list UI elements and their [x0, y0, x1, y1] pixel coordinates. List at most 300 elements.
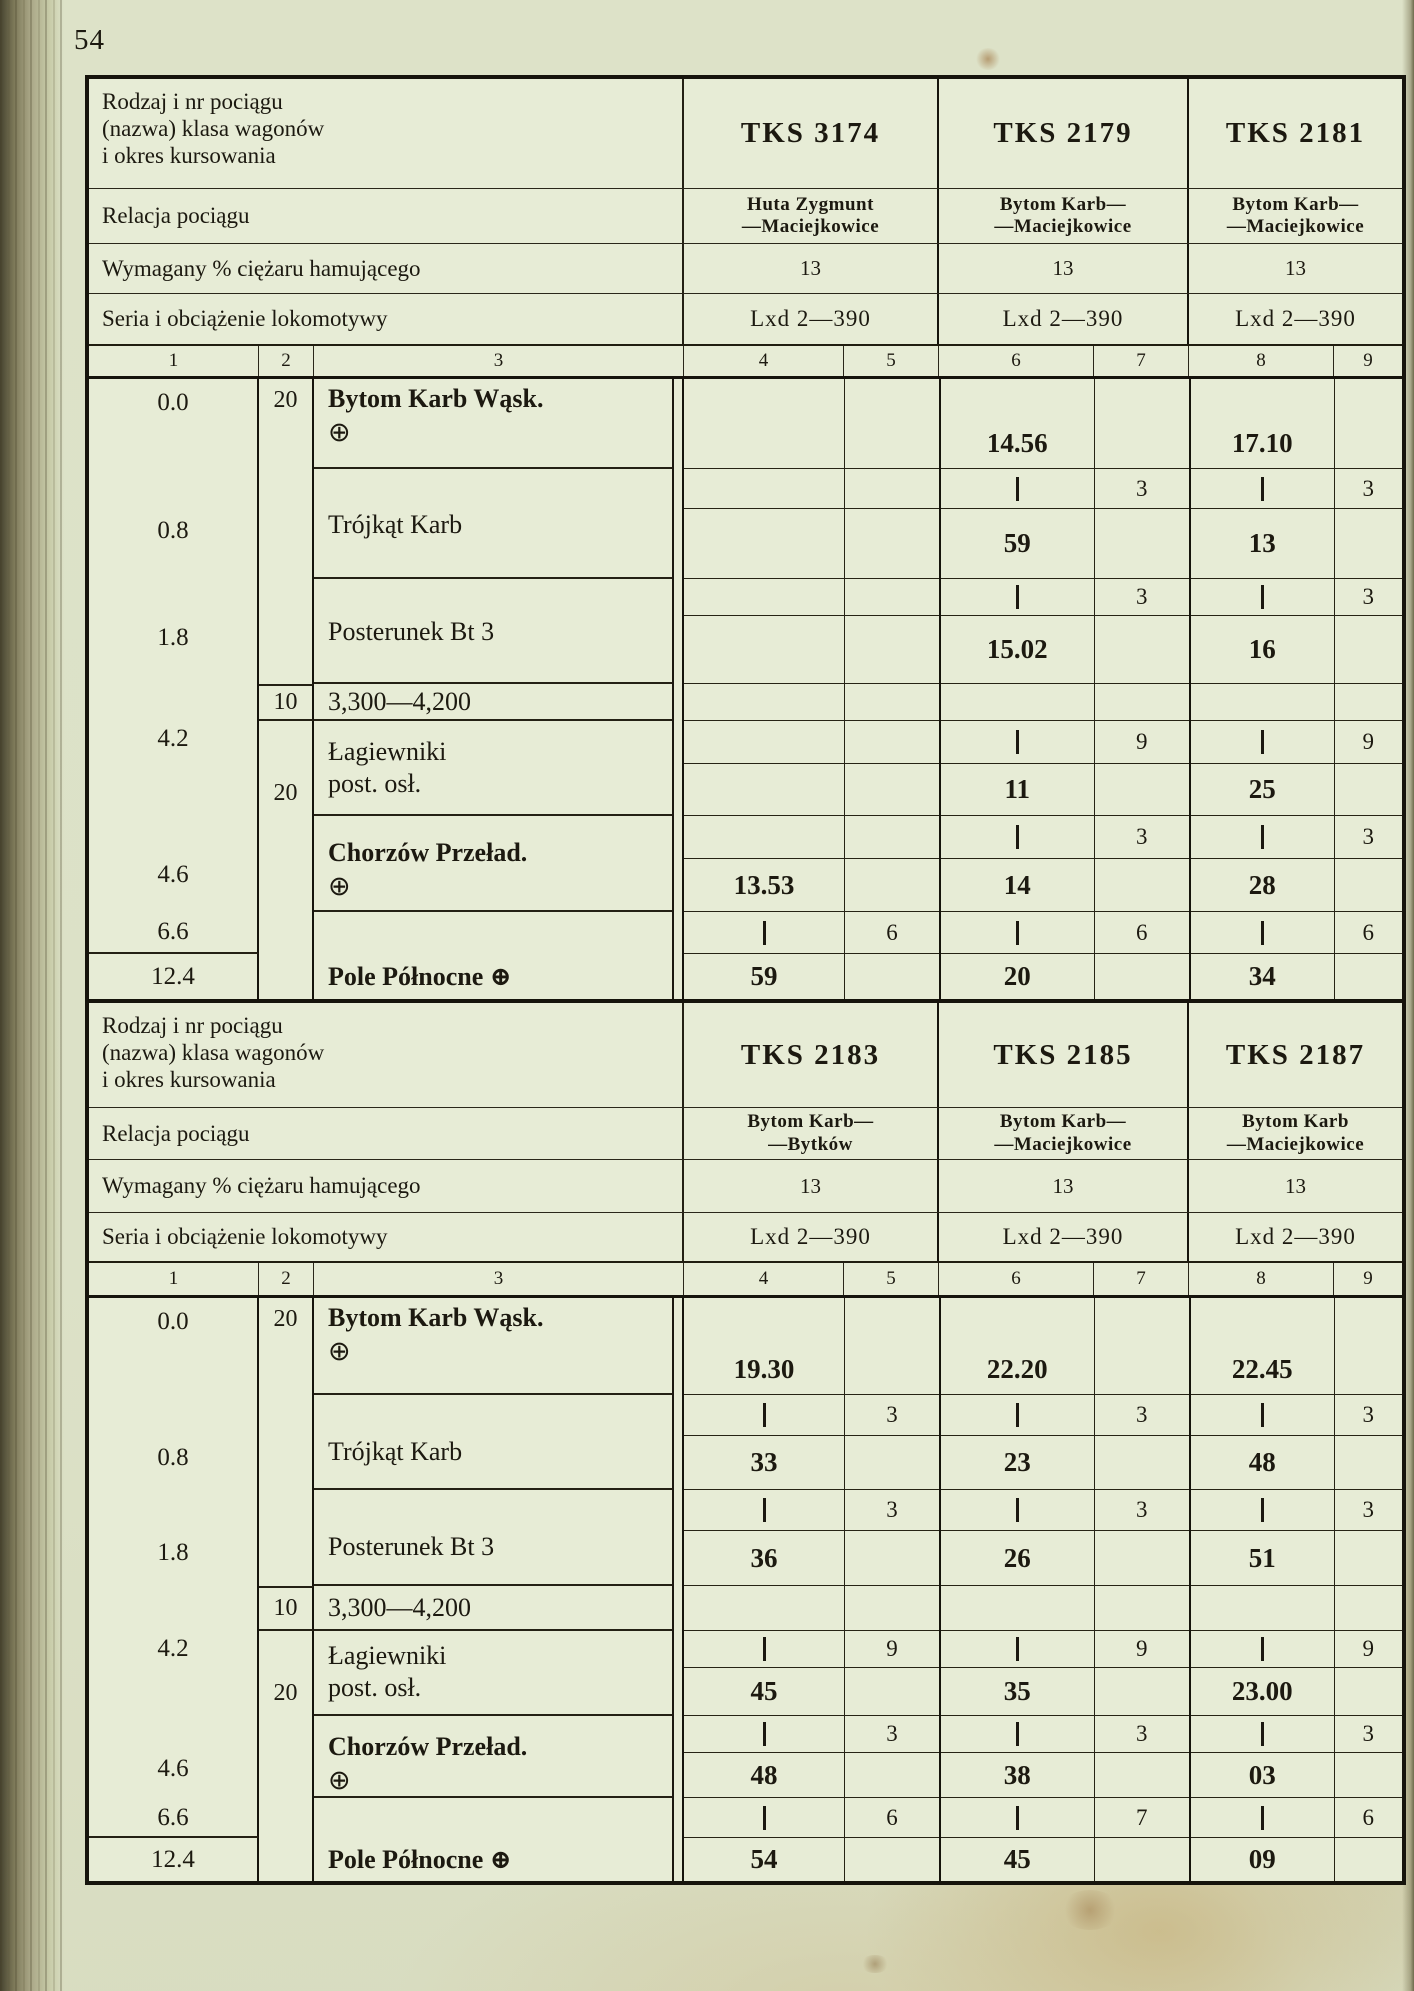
time-cell: 45 [750, 1676, 778, 1706]
strip-row [684, 1395, 939, 1436]
minutes-cell [844, 1298, 939, 1394]
strip-row [684, 684, 939, 721]
minutes-cell: 6 [844, 1798, 939, 1837]
train-header-cell [1189, 79, 1402, 188]
km-cell [89, 684, 259, 721]
route-line: —Maciejkowice [994, 216, 1132, 237]
route-line: Bytom Karb— [999, 193, 1127, 215]
train-path-tick [1261, 585, 1264, 609]
train-column [939, 579, 1189, 684]
strip-row [1191, 859, 1402, 912]
strip-row [684, 1838, 939, 1881]
strip-row [941, 1298, 1189, 1395]
strip-row [684, 1668, 939, 1716]
train-column [1189, 954, 1402, 999]
train-type-label [89, 79, 684, 188]
speed-limit-cell [259, 912, 314, 954]
train-column [684, 379, 939, 469]
strip-row [941, 816, 1189, 859]
strip-row [684, 1586, 939, 1631]
station-cell [314, 912, 672, 954]
runtime-cell [1191, 469, 1334, 508]
strip-row [941, 1395, 1189, 1436]
train-column [684, 721, 939, 816]
minutes-cell [1094, 1838, 1190, 1881]
strip-row [941, 1631, 1189, 1668]
speed-limit-cell: 20 [259, 721, 314, 816]
speed-limit-cell: 10 [259, 684, 314, 721]
book-binding-edge [0, 0, 64, 1991]
time-cell [1191, 684, 1334, 720]
km-cell: 0.0 [89, 379, 259, 469]
strip-row [1191, 509, 1402, 579]
runtime-cell [941, 816, 1094, 858]
time-cell: 23 [1003, 1447, 1031, 1477]
minutes-cell [1094, 509, 1190, 578]
station-cell [314, 1798, 672, 1838]
train-path-tick [1016, 1722, 1019, 1746]
runtime-cell [941, 721, 1094, 763]
speed-limit-cell: 20 [259, 1298, 314, 1395]
speed-limit-cell [259, 954, 314, 999]
train-column [939, 1395, 1189, 1490]
column-number: 2 [259, 1263, 314, 1295]
speed-limit-cell [259, 1395, 314, 1490]
train-column [1189, 912, 1402, 954]
train-type-label-line: Rodzaj i nr pociągu [102, 89, 283, 114]
loco-series-value: Lxd 2—390 [750, 1224, 871, 1249]
minutes-cell [1334, 379, 1403, 468]
route-line: Bytom Karb [1242, 1111, 1349, 1133]
loco-series-cell [939, 1213, 1189, 1261]
train-path-tick [1016, 477, 1019, 501]
runtime-cell [684, 816, 844, 858]
runtime-cell [1191, 579, 1334, 615]
speed-limit-cell: 20 [259, 379, 314, 469]
strip-row [1191, 912, 1402, 954]
minutes-cell: 3 [1094, 469, 1190, 508]
time-cell: 59 [750, 961, 778, 991]
brake-percent-value: 13 [800, 256, 821, 280]
time-cell: 19.30 [733, 1354, 795, 1384]
time-cell: 33 [750, 1447, 778, 1477]
km-cell: 12.4 [89, 1838, 259, 1881]
train-route-cell [1189, 1108, 1402, 1159]
column-number-row [89, 346, 1402, 379]
time-cell [684, 764, 844, 815]
km-cell: 4.6 [89, 816, 259, 912]
train-path-tick [763, 1498, 766, 1522]
runtime-cell [684, 579, 844, 615]
minutes-cell [1094, 379, 1190, 468]
column-number: 6 [939, 346, 1094, 376]
page-number: 54 [74, 24, 105, 56]
minutes-cell [844, 1838, 939, 1881]
minutes-cell: 3 [1334, 1490, 1403, 1530]
runtime-cell [1191, 1490, 1334, 1530]
strip-row [684, 1490, 939, 1531]
train-column [1189, 816, 1402, 912]
route-label: Relacja pociągu [89, 1108, 684, 1159]
train-column [1189, 579, 1402, 684]
strip-row [684, 1716, 939, 1753]
train-path-tick [1016, 825, 1019, 849]
runtime-cell [1191, 1631, 1334, 1667]
train-path-tick [1016, 730, 1019, 754]
loco-series-cell [1189, 1213, 1402, 1261]
double-rule-divider [672, 1298, 684, 1395]
strip-row [941, 764, 1189, 816]
strip-row [684, 509, 939, 579]
train-column [684, 1631, 939, 1716]
station-cell [314, 1631, 672, 1716]
column-number: 6 [939, 1263, 1094, 1295]
train-path-tick [1016, 1498, 1019, 1522]
route-line: —Maciejkowice [1226, 216, 1365, 237]
timetable-band [89, 684, 1402, 721]
brake-percent-cell [939, 244, 1189, 293]
minutes-cell [1334, 1586, 1403, 1630]
train-column [1189, 1490, 1402, 1586]
minutes-cell: 3 [844, 1395, 939, 1435]
km-cell: 0.0 [89, 1298, 259, 1395]
train-path-tick [1261, 730, 1264, 754]
strip-row [941, 469, 1189, 509]
double-rule-divider [672, 912, 684, 954]
minutes-cell: 3 [844, 1490, 939, 1530]
train-column [1189, 721, 1402, 816]
runtime-cell [941, 1395, 1094, 1435]
strip-row [684, 469, 939, 509]
column-number: 4 [684, 1263, 844, 1295]
circle-plus-icon: ⊕ [328, 416, 351, 448]
minutes-cell: 6 [1334, 912, 1403, 953]
runtime-cell [1191, 1716, 1334, 1752]
station-name: Bytom Karb Wąsk. [328, 1303, 544, 1332]
runtime-cell [941, 1631, 1094, 1667]
minutes-cell [844, 684, 939, 720]
time-cell [684, 1586, 844, 1630]
strip-row [941, 379, 1189, 469]
loco-series-value: Lxd 2—390 [1002, 1224, 1124, 1249]
strip-row [684, 1531, 939, 1586]
loco-label: Seria i obciążenie lokomotywy [89, 1213, 684, 1261]
strip-row [1191, 1298, 1402, 1395]
station-name: Posterunek Bt 3 [328, 1532, 495, 1561]
time-cell: 54 [750, 1844, 778, 1874]
column-number: 7 [1094, 346, 1189, 376]
route-line: —Maciejkowice [741, 216, 880, 237]
train-path-tick [1016, 921, 1019, 945]
strip-row [941, 1753, 1189, 1798]
train-number: TKS 2185 [993, 1038, 1133, 1071]
brake-percent-value: 13 [1052, 256, 1074, 280]
loco-series-value: Lxd 2—390 [1235, 306, 1356, 331]
minutes-cell [844, 721, 939, 763]
column-number: 3 [314, 346, 684, 376]
train-column [939, 379, 1189, 469]
minutes-cell: 9 [1094, 1631, 1190, 1667]
km-cell: 4.2 [89, 721, 259, 816]
train-column [684, 684, 939, 721]
time-cell: 16 [1248, 634, 1276, 664]
timetable-table-1 [85, 75, 1406, 1003]
train-column [684, 579, 939, 684]
train-route-cell [939, 189, 1189, 243]
speed-limit-cell [259, 469, 314, 579]
time-cell: 13 [1248, 528, 1276, 558]
station-cell [314, 1586, 672, 1631]
column-number: 9 [1363, 1268, 1373, 1289]
train-column [939, 684, 1189, 721]
train-path-tick [763, 921, 766, 945]
strip-row [941, 1531, 1189, 1586]
minutes-cell [844, 509, 939, 578]
timetable-band [89, 1838, 1402, 1881]
train-column [684, 469, 939, 579]
train-column [939, 1798, 1189, 1838]
speed-limit-cell [259, 1490, 314, 1586]
minutes-cell [1094, 616, 1190, 683]
strip-row [941, 912, 1189, 954]
loco-series-cell [684, 1213, 939, 1261]
time-cell: 09 [1248, 1844, 1276, 1874]
train-column [1189, 1298, 1402, 1395]
runtime-cell [684, 469, 844, 508]
strip-row [941, 616, 1189, 684]
station-name: Chorzów Przeład. [328, 1732, 528, 1761]
brake-label: Wymagany % ciężaru hamującego [89, 1160, 684, 1212]
time-cell: 28 [1248, 869, 1276, 900]
double-rule-divider [672, 1631, 684, 1716]
strip-row [684, 721, 939, 764]
station-cell [314, 1395, 672, 1490]
double-rule-divider [672, 1586, 684, 1631]
train-column [684, 1798, 939, 1838]
strip-row [684, 912, 939, 954]
strip-row [1191, 1586, 1402, 1631]
double-rule-divider [672, 1798, 684, 1838]
train-column [939, 1490, 1189, 1586]
time-cell: 35 [1003, 1676, 1031, 1706]
runtime-cell [1191, 912, 1334, 953]
train-column [939, 469, 1189, 579]
station-name: Trójkąt Karb [328, 1437, 463, 1466]
timetable-band [89, 1298, 1402, 1395]
minutes-cell: 6 [1094, 912, 1190, 953]
strip-row [684, 1436, 939, 1490]
minutes-cell: 9 [1334, 1631, 1403, 1667]
train-path-tick [763, 1403, 766, 1427]
minutes-cell [1094, 1586, 1190, 1630]
train-column [939, 1838, 1189, 1881]
strip-row [1191, 721, 1402, 764]
minutes-cell [1094, 684, 1190, 720]
train-column [939, 1716, 1189, 1798]
minutes-cell: 3 [1334, 579, 1403, 615]
brake-percent-cell [1189, 244, 1402, 293]
strip-row [1191, 764, 1402, 816]
strip-row [941, 1586, 1189, 1631]
train-path-tick [1261, 1403, 1264, 1427]
train-column [684, 1586, 939, 1631]
timetable-band [89, 1586, 1402, 1631]
strip-row [684, 859, 939, 912]
header-row-loco [89, 1213, 1402, 1263]
strip-row [941, 1668, 1189, 1716]
station-cell [314, 816, 672, 912]
strip-row [1191, 379, 1402, 469]
timetable-band [89, 1631, 1402, 1716]
train-path-tick [1261, 1722, 1264, 1746]
km-cell: 1.8 [89, 579, 259, 684]
minutes-cell: 3 [1094, 1395, 1190, 1435]
minutes-cell [1334, 1531, 1403, 1585]
train-column [939, 1631, 1189, 1716]
strip-row [1191, 616, 1402, 684]
train-path-tick [1016, 1637, 1019, 1661]
train-column [1189, 1586, 1402, 1631]
brake-percent-cell [939, 1160, 1189, 1212]
train-type-label [89, 1003, 684, 1107]
brake-percent-value: 13 [800, 1173, 821, 1198]
minutes-cell [1094, 859, 1190, 911]
time-cell [684, 379, 844, 468]
minutes-cell [1334, 1838, 1403, 1881]
time-cell [1191, 1586, 1334, 1630]
runtime-cell [941, 1490, 1094, 1530]
station-cell [314, 379, 672, 469]
loco-series-value: Lxd 2—390 [1235, 1224, 1356, 1249]
station-cell [314, 721, 672, 816]
train-path-tick [1016, 1806, 1019, 1830]
minutes-cell: 9 [1334, 721, 1403, 763]
train-column [939, 816, 1189, 912]
station-name: 3,300—4,200 [328, 1592, 471, 1622]
train-column [1189, 1838, 1402, 1881]
strip-row [1191, 684, 1402, 721]
strip-row [684, 616, 939, 684]
time-cell: 51 [1248, 1542, 1276, 1573]
minutes-cell [1094, 1298, 1190, 1394]
column-number: 5 [844, 346, 939, 376]
time-cell: 13.53 [733, 869, 795, 900]
strip-row [1191, 469, 1402, 509]
train-number: TKS 2187 [1225, 1038, 1366, 1071]
station-name: Łagiewniki [328, 737, 447, 766]
train-path-tick [1261, 1637, 1264, 1661]
station-cell [314, 1298, 672, 1395]
runtime-cell [684, 1395, 844, 1435]
strip-row [941, 684, 1189, 721]
minutes-cell [1334, 764, 1403, 815]
train-column [1189, 1716, 1402, 1798]
double-rule-divider [672, 1716, 684, 1798]
station-name: Bytom Karb Wąsk. [328, 384, 544, 413]
strip-row [941, 721, 1189, 764]
train-column [939, 912, 1189, 954]
double-rule-divider [672, 1490, 684, 1586]
double-rule-divider [672, 1838, 684, 1881]
minutes-cell [844, 816, 939, 858]
minutes-cell: 3 [1094, 816, 1190, 858]
station-cell [314, 954, 672, 999]
minutes-cell: 3 [1334, 1395, 1403, 1435]
minutes-cell [844, 954, 939, 999]
time-cell: 48 [750, 1759, 778, 1790]
double-rule-divider [672, 721, 684, 816]
speed-limit-cell [259, 1838, 314, 1881]
time-cell [684, 509, 844, 578]
time-cell: 48 [1248, 1447, 1276, 1477]
station-name: post. osł. [328, 1672, 422, 1702]
brake-percent-cell [684, 1160, 939, 1212]
strip-row [684, 1298, 939, 1395]
timetable-table-2 [85, 999, 1406, 1885]
minutes-cell [844, 1586, 939, 1630]
train-number: TKS 3174 [740, 117, 881, 149]
runtime-cell [941, 579, 1094, 615]
train-column [1189, 469, 1402, 579]
loco-series-cell [1189, 294, 1402, 344]
runtime-cell [1191, 816, 1334, 858]
strip-row [1191, 1631, 1402, 1668]
runtime-cell [684, 912, 844, 953]
runtime-cell [941, 469, 1094, 508]
time-cell: 22.20 [986, 1354, 1048, 1384]
train-path-tick [1261, 477, 1264, 501]
timetable-band [89, 1490, 1402, 1586]
loco-series-cell [939, 294, 1189, 344]
minutes-cell [1094, 1668, 1190, 1715]
train-route-cell [1189, 189, 1402, 243]
train-path-tick [1261, 921, 1264, 945]
strip-row [941, 1490, 1189, 1531]
header-row-train-type [89, 1003, 1402, 1108]
route-line: —Bytków [768, 1133, 853, 1155]
km-cell: 0.8 [89, 1395, 259, 1490]
train-type-label-line: (nazwa) klasa wagonów [102, 116, 325, 142]
minutes-cell [1094, 1531, 1190, 1585]
column-number: 3 [314, 1263, 684, 1295]
header-row-brake [89, 1160, 1402, 1213]
station-name: Pole Północne ⊕ [328, 1844, 512, 1874]
timetable-band [89, 816, 1402, 912]
strip-row [684, 764, 939, 816]
train-type-label-line: (nazwa) klasa wagonów [102, 1040, 325, 1066]
train-column [684, 912, 939, 954]
train-type-label-line: Rodzaj i nr pociągu [102, 1013, 283, 1038]
timetable-band [89, 1798, 1402, 1838]
time-cell: 14.56 [986, 428, 1048, 458]
double-rule-divider [672, 954, 684, 999]
train-type-label-line: i okres kursowania [102, 143, 276, 169]
time-cell: 36 [750, 1542, 778, 1573]
strip-row [1191, 1798, 1402, 1838]
timetable-band [89, 1716, 1402, 1798]
time-cell: 34 [1248, 961, 1276, 991]
brake-percent-cell [1189, 1160, 1402, 1212]
route-line: Huta Zygmunt [747, 193, 874, 215]
column-number: 8 [1189, 1263, 1334, 1295]
double-rule-divider [672, 1395, 684, 1490]
speed-limit-cell [259, 1716, 314, 1798]
loco-series-cell [684, 294, 939, 344]
km-cell: 6.6 [89, 1798, 259, 1838]
column-number: 1 [89, 1263, 259, 1295]
minutes-cell [844, 616, 939, 683]
time-cell: 59 [1003, 528, 1031, 558]
